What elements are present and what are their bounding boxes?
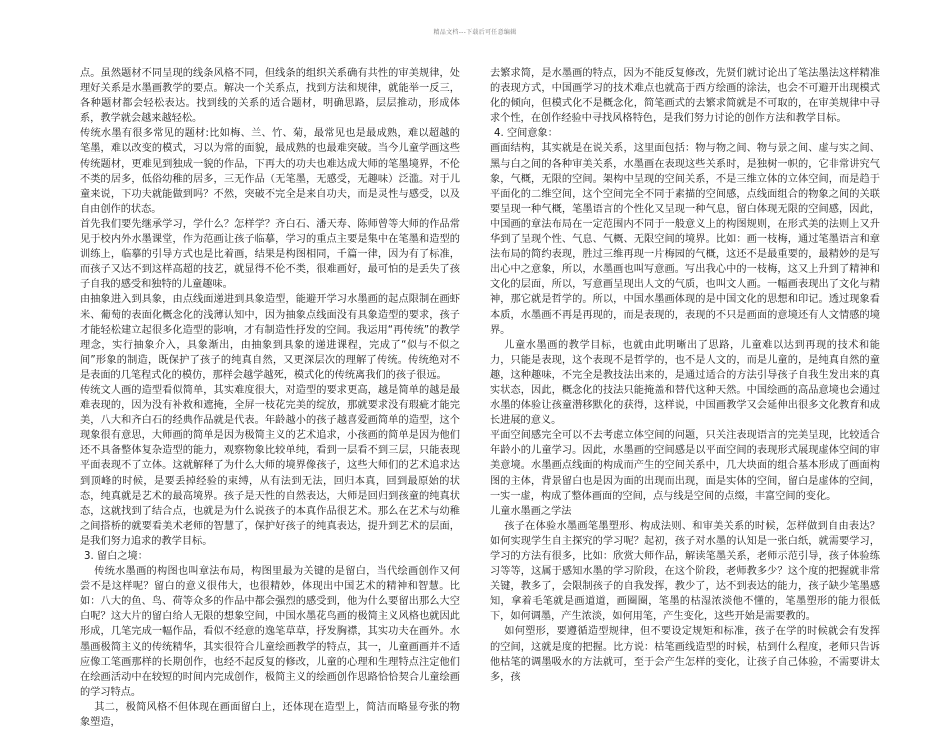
section-heading: 4. 空间意象：: [494, 128, 558, 140]
paragraph: 孩子在体验水墨画笔墨塑形、构成法则、和审美关系的时候，怎样做到自由表达？如何实现学生自主探究的学习呢？起初，孩子对水墨的认知是一张白纸，就需要学习，学习的方法有很多，比如：欣赏大师作品，解读笔墨关系，老师示范引导，孩子体验练习等等，这属于感知水墨的学习阶段，在这个阶段，老师教多少？这个度的把握就非常关键，教多了，会限制孩子的自我发挥，教少了，达不到表达的能力，孩子缺少笔墨感知，拿着毛笔就是画道道，画圈圈，笔墨的枯湿浓淡他不懂的，笔墨塑形的能力很低下，如何调墨，产生浓淡，如何用笔，产生变化，这些开始是需要教的。: [490, 520, 880, 623]
paragraph: 去繁求简，是水墨画的特点，因为不能反复修改，先贤们就讨论出了笔法墨法这样精准的表现方式，中国画学习的技术难点也就高于西方绘画的涂法，也会不可避开出现模式化的倾向，但模式化不是概念化，简笔画式的去繁求简就是不可取的，在审美规律中寻求个性，在创作经验中寻找风格特色，是我们努力讨论的创作方法和教学目标。: [490, 68, 880, 125]
paragraph: 如何塑形，要遵循造型规律，但不要设定规矩和标准，孩子在学的时候就会有发挥的空间，这就是度的把握。比方说：枯笔画线造型的时候，枯到什么程度，老师只告诉他枯笔的调墨吸水的方法就可，至于会产生怎样的变化，让孩子自己体验，不需要讲太多，孩: [490, 626, 880, 683]
paragraph: 平面空间感完全可以不去考虑立体空间的问题，只关注表现语言的完美呈现，比较适合年龄小的儿童学习。因此，水墨画的空间感是以平面空间的表现形式展现虚体空间的审美意境。水墨画点线面的构成而产生的空间关系中，几大块面的组合基本形成了画面构图的主体，背景留白也是因为面的出现而出现，面是实体的空间，留白是虚体的空间，一实一虚，构成了整体画面的空间，点与线是空间的点缀，丰富空间的变化。: [490, 430, 880, 502]
section-heading: 儿童水墨画之学法: [490, 505, 572, 517]
section-heading: 3. 留白之境：: [84, 551, 148, 562]
paragraph: 传统文人画的造型看似简单，其实难度很大，对造型的要求更高，越是简单的越是最难表现的，因为没有补救和遮掩，全屏一枝花完美的绽放，那就要求没有瑕疵才能完美，八大和齐白石的经典作品就是代表。年龄越小的孩子越喜爱画简单的造型，这个现象很有意思，大师画的简单是因为极简主义的艺术追求，小孩画的简单是因为他们还不具备整体复杂造型的能力，观察物象比较单纯，看到一层看不到三层，只能表现平面表现不了立体。这就解释了为什么大师的境界像孩子，这些大师们的艺术追求达到顶峰的时候，是要丢掉经验的束缚，从有法到无法，回归本真，回到最原始的状态，纯真就是艺术的最高境界。孩子是天性的自然表达，大师是回归到孩童的纯真状态，这就找到了结合点，也就是为什么说孩子的本真作品很艺术。那么在艺术与幼稚之间搭桥的就要看美术老师的智慧了，保护好孩子的纯真表达，提升到艺术的层面，是我们努力追求的教学目标。: [80, 384, 460, 547]
paragraph: 传统水墨画的构图也叫章法布局，构图里最为关键的是留白，当代绘画创作又何尝不是这样呢？留白的意义很伟大，也很精妙，体现出中国艺术的精神和智慧。比如：八大的鱼、鸟、荷等众多的作品中都会强烈的感受到，他为什么要留出那么大空白呢？这大片的留白给人无限的想象空间，中国水墨花鸟画的极简主义风格也就因此形成，几笔完成一幅作品，看似不经意的逸笔草草，抒发胸襟，其实功夫在画外。水墨画极简主义的传统精华，其实很符合儿童绘画教学的特点，其一，儿童画画并不适应像工笔画那样的长期创作，也经不起反复的修改，儿童的心理和生理特点注定他们在绘画活动中在较短的时间内完成创作，极简主义的绘画创作思路恰恰契合儿童绘画的学习特点。: [80, 566, 460, 698]
paragraph: 传统水墨有很多常见的题材:比如梅、兰、竹、菊，最常见也是最成熟，难以超越的笔墨，难以改变的模式，习以为常的面貌，最成熟的也最难突破。当今儿童学画这些传统题材，更难见到独成一貌的作品，下再大的功夫也难达成大师的笔墨境界，不伦不类的居多，低俗幼稚的居多，三无作品（无笔墨，无感受，无趣味）泛滥。对于儿童来说，下功夫就能做到吗？不然，突破不完全是来自功夫，而是灵性与感受，以及自由创作的状态。: [80, 128, 460, 215]
left-column: [80, 66, 460, 729]
right-column: [490, 66, 880, 683]
paragraph: 其二，极简风格不但体现在画面留白上，还体现在造型上，简洁而略显夸张的物象塑造，: [80, 701, 460, 729]
paragraph: 由抽象进入到具象，由点线面递进到具象造型，能避开学习水墨画的起点限制在画虾米、葡萄的表面化概念化的浅薄认知中，因为抽象点线面没有具象造型的要求，孩子才能轻松建立起很多化造型的影响，才有制造性抒发的空间。我运用“再传统”的教学理念，实行抽象介入，具象渐出，由抽象到具象的递进课程，完成了“似与不似之间”形象的制造，既保护了孩子的纯真自然，又更深层次的理解了传统。传统绝对不是表面的几笔程式化的模仿，那样会越学越死，模式化的传统离我们的孩子很远。: [80, 294, 460, 381]
paragraph: 首先我们要先继承学习，学什么？怎样学？齐白石、潘天寿、陈师曾等大师的作品常见于校内外水墨课堂，作为范画让孩子临摹，学习的重点主要是集中在笔墨和造型的训练上，临摹的引导方式也是比着画，结果是构图相同，千篇一律，因为有了标准，而孩子又达不到这样高超的技艺，就显得不伦不类，很难画好，最可怕的是丢失了孩子自我的感受和独特的儿童趣味。: [80, 218, 460, 291]
paragraph: 画面结构，其实就是在说关系，这里面包括：物与物之间、物与景之间、虚与实之间、黑与白之间的各种审美关系，水墨画在表现这些关系时，是独树一帜的，它非常讲究气象，气概，无限的空间。架构中呈现的空间关系，不是三维立体的立体空间，而是趋于平面化的二维空间，这个空间完全不同于素描的空间感，点线面组合的物象之间的关联要呈现一种气概，笔墨语言的个性化又呈现一种气息，留白体现无限的空间感，因此，中国画的章法布局在一定范围内不同于一般意义上的构图规则，在形式美的法则上又升华到了呈现个性、气息、气概、无限空间的境界。比如：画一枝梅，通过笔墨语言和章法布局的简约表现，胜过三维再现一片梅园的气概，这还不是最重要的，最精妙的是写出心中之意象，所以，水墨画也叫写意画。写出我心中的一枝梅，这又上升到了精神和文化的层面，所以，写意画呈现出人文的气质，也叫文人画。一幅画表现出了文化与精神，那它就是哲学的。所以，中国水墨画体现的是中国文化的思想和印记。透过现象看本质，水墨画不再是再现的，而是表现的，表现的不只是画面的意境还有人文情感的境界。: [490, 143, 880, 336]
paragraph: 点。虽然题材不同呈现的线条风格不同，但线条的组织关系确有共性的审美规律，处理好关系是水墨画教学的要点。解决一个关系点，找到方法和规律，就能举一反三，各种题材都会轻松表达。找到线的关系的适合题材，明确思路，层层推动，形成体系，教学就会越来越轻松。: [80, 68, 460, 125]
paragraph: 儿童水墨画的教学目标，也就由此明晰出了思路，儿童难以达到再现的技术和能力，只能是表现，这个表现不是哲学的，也不是人文的，而是儿童的，是纯真自然的童趣，这种趣味，不完全是教技法出来的，是通过适合的方法引导孩子自我生发出来的真实状态，因此，概念化的技法只能掩盖和替代这种天然。中国绘画的高品意境也会通过水墨的体验让孩童潜移默化的获得，这样说，中国画教学又会延伸出很多文化教育和成长进展的意义。: [490, 339, 880, 427]
page-header: 精品文档---下载后可任意编辑: [433, 29, 517, 36]
